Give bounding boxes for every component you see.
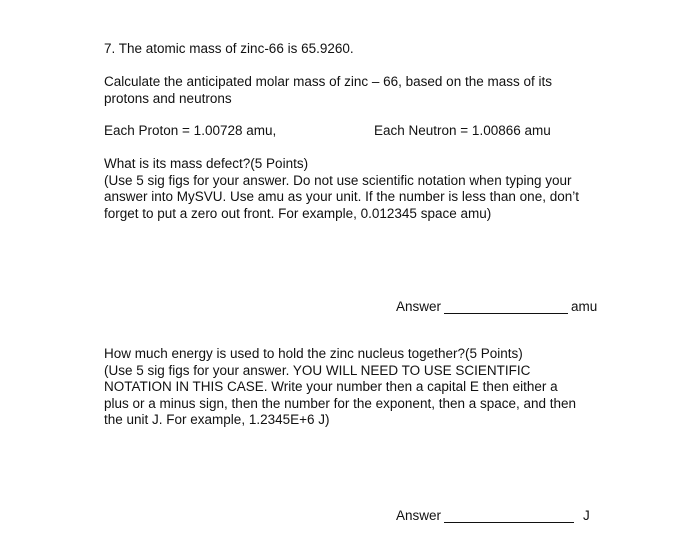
part1-instructions: What is its mass defect?(5 Points) (Use 5 sig figs for your answer. Do not use scientific notation when typing your answer into MySVU. Use amu as your unit. If the number is less than one, don’t forget to put a zero out front. For example, 0.012345 space amu) bbox=[104, 156, 579, 221]
part1-answer-label: Answer bbox=[396, 299, 442, 314]
part2-unit: J bbox=[583, 508, 590, 523]
part1-answer-row bbox=[396, 299, 597, 316]
part2-answer-row bbox=[396, 508, 590, 525]
part2-answer-field[interactable] bbox=[444, 510, 574, 523]
proton-mass: Each Proton = 1.00728 amu, bbox=[104, 123, 277, 138]
question-title: 7. The atomic mass of zinc-66 is 65.9260. bbox=[104, 41, 354, 56]
part2-instructions: How much energy is used to hold the zinc nucleus together?(5 Points) (Use 5 sig figs for your answer. YOU WILL NEED TO USE SCIENTIFIC NOTATION IN THIS CASE. Write your number then a capital E then either a plus or a minus sign, then the number for the exponent, then a space, and then the unit J. For example, 1.2345E+6 J) bbox=[104, 346, 577, 427]
part1-answer-field[interactable] bbox=[444, 301, 568, 314]
neutron-mass: Each Neutron = 1.00866 amu bbox=[374, 123, 551, 138]
part1-unit: amu bbox=[571, 299, 598, 314]
part2-answer-label: Answer bbox=[396, 508, 442, 523]
question-prompt: Calculate the anticipated molar mass of zinc – 66, based on the mass of its protons and neutrons bbox=[104, 74, 552, 106]
